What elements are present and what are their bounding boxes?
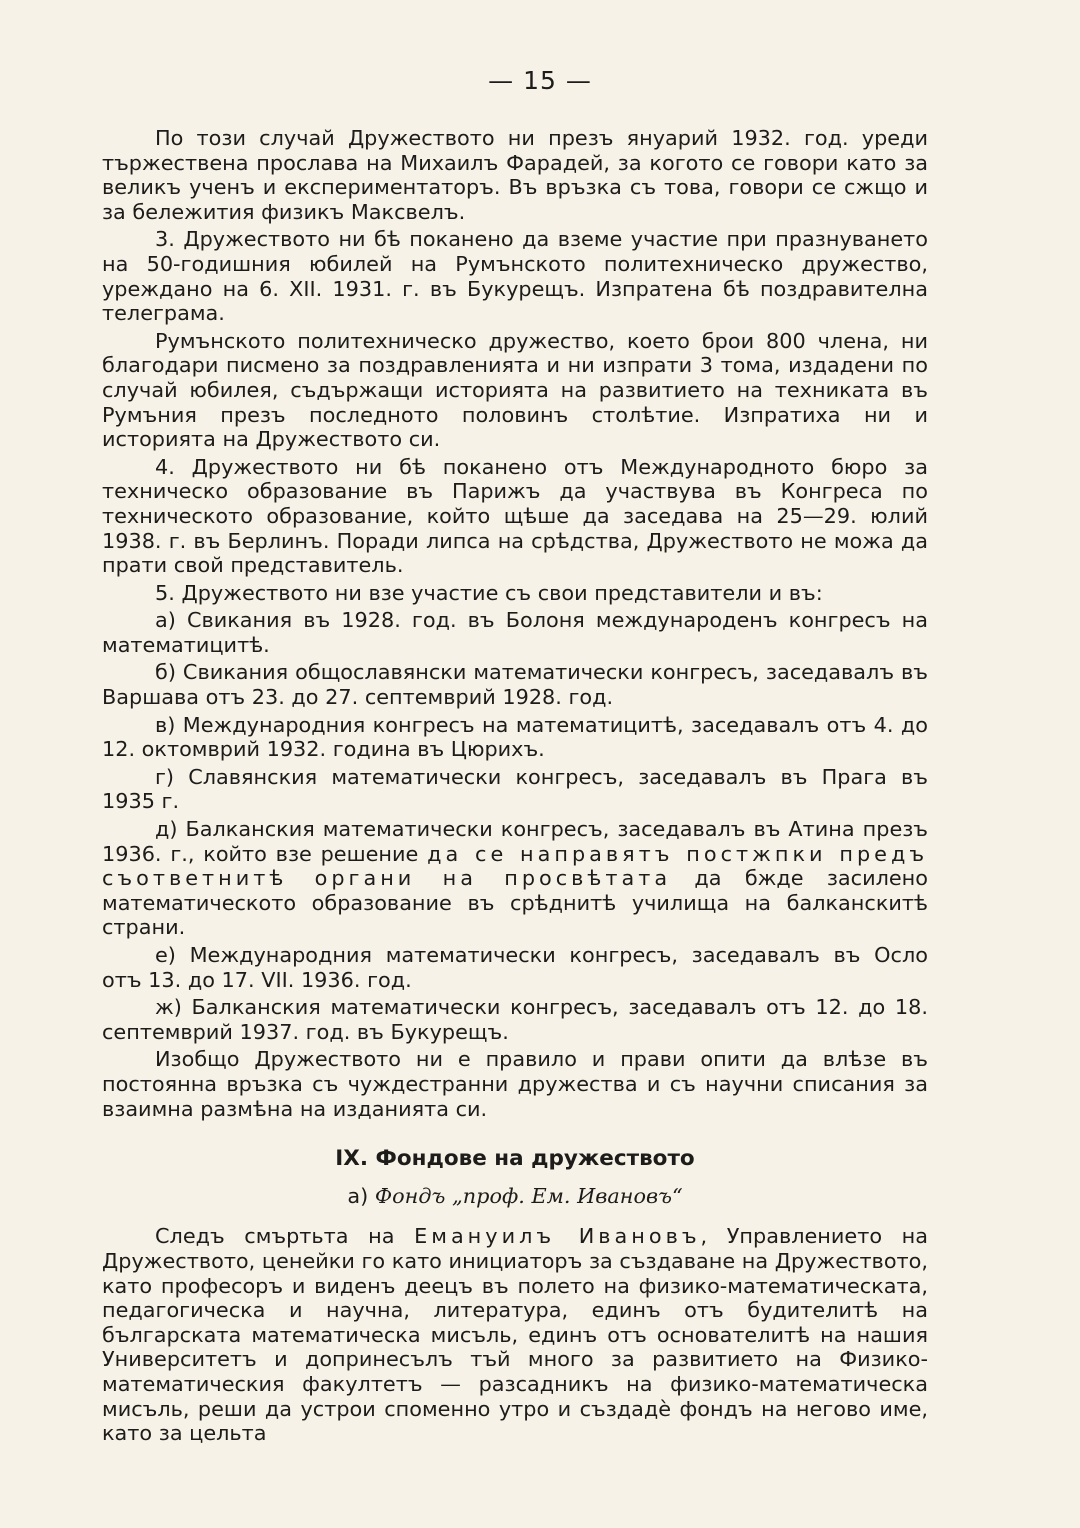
subheading-prefix: а) <box>347 1183 375 1208</box>
list-item-zurich: в) Международния конгресъ на математицитѣ, заседавалъ отъ 4. до 12. октомврий 1932. година въ Цюрихъ. <box>102 712 928 762</box>
fund-text-name: Емануилъ Ивановъ <box>414 1224 701 1249</box>
list-item-oslo: е) Международния математически конгресъ, заседавалъ въ Осло отъ 13. до 17. VII. 1936. год. <box>102 943 928 992</box>
paragraph-paris-bureau: 4. Дружеството ни бѣ поканено отъ Международното бюро за техническо образование въ Парижъ да участвува въ Конгреса по техническото образование, който щѣше да заседава на 25—29. юлий 1938. г. въ Берлинъ. Поради липса на срѣдства, Дружеството не можа да прати свой представитель. <box>102 454 928 578</box>
page-number: — 15 — <box>488 66 592 95</box>
paragraph-congresses-intro: 5. Дружеството ни взе участие съ свои представители и въ: <box>155 580 823 605</box>
list-item-bologna: а) Свикания въ 1928. год. въ Болоня международенъ конгресъ на математицитѣ. <box>102 608 928 657</box>
fund-text-end: , Управлението на Дружеството, ценейки го като инициаторъ за създаване на Дружеството, като професоръ и виденъ деецъ въ полето на физико-математическата, педагогическа и научна, литература, единъ отъ будителитѣ на българската математическа мисъль, единъ отъ основателитѣ на нашия Университетъ и допринесълъ тъй много за развитието на Физико-математическия факултетъ — разсадникъ на физико-математическа мисъль, реши да устрои споменно утро и създадѐ фондъ на негово име, като за цельта <box>102 1224 929 1446</box>
body-text <box>102 126 928 1449</box>
paragraph-romanian-jubilee: 3. Дружеството ни бѣ поканено да вземе участие при празнуването на 50-годишния юбилей на Румънското политехническо дружество, уреждано на 6. XII. 1931. г. въ Букурещъ. Изпратена бѣ поздравителна телеграма. <box>102 227 928 326</box>
paragraph-romanian-society: Румънското политехническо дружество, което брои 800 члена, ни благодари писмено за поздравленията и ни изпрати 3 тома, издадени по случай юбилея, съдържащи историята на развитието на техниката въ Румъния презъ последното половинъ столѣтие. Изпратиха ни и историята на Дружеството си. <box>102 328 928 452</box>
fund-text-start: Следъ смъртьта на <box>155 1224 415 1249</box>
paragraph-faraday: По този случай Дружеството ни презъ януарий 1932. год. уреди тържествена прослава на Михаилъ Фарадей, за когото се говори като за великъ ученъ и експериментаторъ. Въ връзка съ това, говори се сжщо и за бележития физикъ Максвелъ. <box>102 126 928 224</box>
list-item-bucharest: ж) Балканския математически конгресъ, заседавалъ отъ 12. до 18. септемврий 1937. год. въ Букурещъ. <box>102 995 928 1044</box>
section-heading: IX. Фондове на дружеството <box>335 1146 695 1172</box>
subheading-title: Фондъ „проф. Ем. Ивановъ“ <box>374 1183 683 1208</box>
fund-subheading <box>102 1184 928 1209</box>
list-item-prague: г) Славянския математически конгресъ, заседавалъ въ Прага въ 1935 г. <box>102 764 928 814</box>
athens-text-spaced: да се направятъ постжпки предъ съответнитѣ органи на просвѣтата <box>102 841 929 891</box>
athens-text-start: д) Балканския математически конгресъ, заседавалъ въ Атина презъ 1936. г., който взе решение <box>102 817 928 866</box>
paragraph-fund-ivanov <box>102 1224 928 1445</box>
athens-text-end: да бжде засилено математическото образование въ срѣднитѣ училища на балканскитѣ страни. <box>102 866 929 940</box>
list-item-athens <box>102 817 928 940</box>
list-item-warsaw: б) Свикания общославянски математически конгресъ, заседавалъ въ Варшава отъ 23. до 27. септемврий 1928. год. <box>102 660 928 710</box>
paragraph-foreign-relations: Изобщо Дружеството ни е правило и прави опити да влѣзе въ постоянна връзка съ чуждестранни дружества и съ научни списания за взаимна размѣна на изданията си. <box>102 1047 928 1121</box>
